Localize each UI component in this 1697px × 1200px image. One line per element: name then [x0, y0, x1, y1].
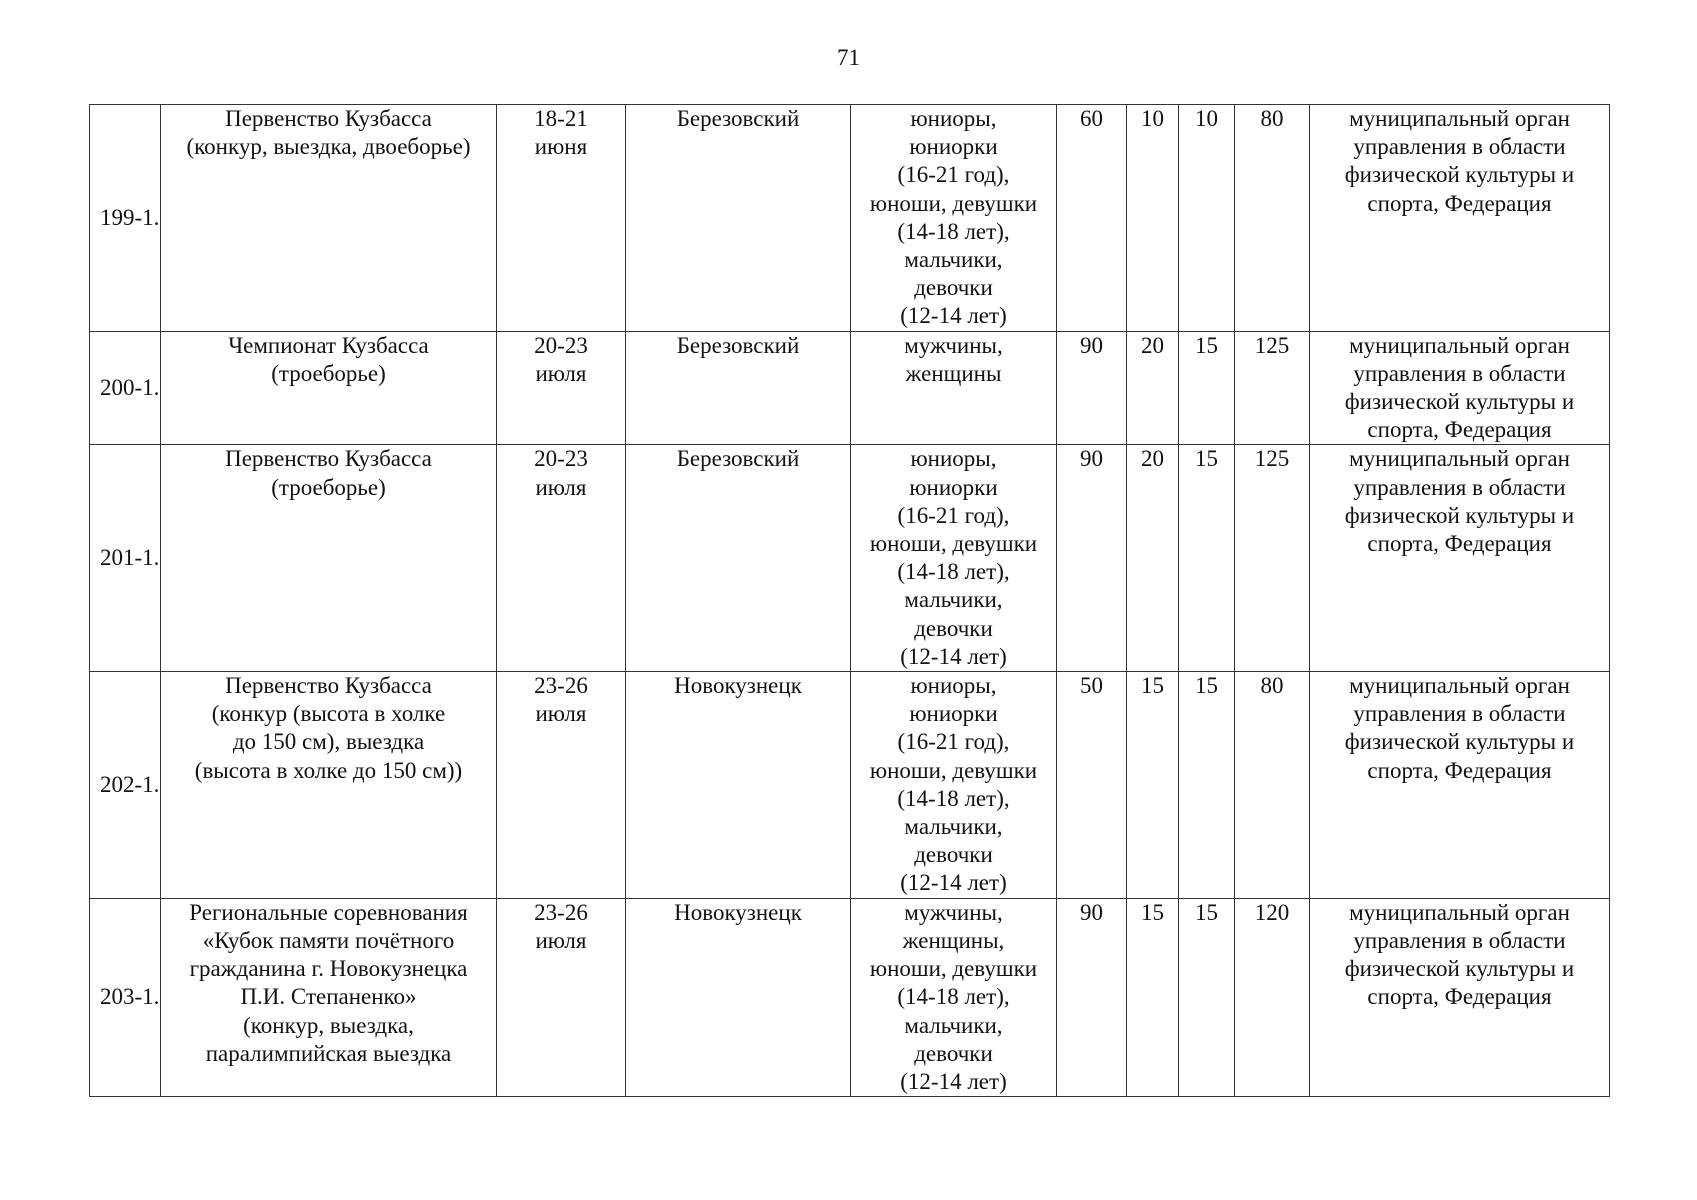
participants-line: (14-18 лет),	[897, 218, 1010, 244]
participants-line: девочки	[914, 275, 993, 301]
event-name-line: Первенство Кузбасса	[225, 673, 432, 699]
participants-line: (12-14 лет)	[900, 870, 1007, 896]
count-2-cell: 20	[1127, 331, 1179, 445]
organizer-line: спорта, Федерация	[1367, 531, 1552, 557]
participants-line: женщины,	[902, 927, 1005, 953]
event-name-line: Первенство Кузбасса	[225, 106, 432, 131]
participants-cell	[851, 445, 1057, 672]
event-name-line: паралимпийская выездка	[205, 1040, 452, 1066]
events-table	[89, 104, 1610, 1097]
event-dates-line: июля	[535, 927, 587, 953]
count-2-cell: 15	[1127, 898, 1179, 1096]
row-number-cell: 203-1.	[90, 898, 161, 1096]
participants-line: девочки	[914, 1040, 993, 1066]
event-name-line: (троеборье)	[271, 360, 386, 386]
event-place-cell: Березовский	[626, 445, 851, 672]
event-dates-cell	[497, 898, 626, 1096]
event-name-cell	[161, 105, 497, 332]
count-1-cell: 60	[1057, 105, 1127, 332]
count-3-cell: 15	[1179, 331, 1235, 445]
organizer-line: муниципальный орган	[1349, 446, 1570, 472]
total-count-cell: 125	[1235, 331, 1310, 445]
count-1-cell: 90	[1057, 898, 1127, 1096]
total-count-cell: 120	[1235, 898, 1310, 1096]
event-name-line: (конкур (высота в холке	[211, 701, 446, 727]
participants-line: (14-18 лет),	[897, 785, 1010, 811]
event-name-cell	[161, 445, 497, 672]
event-dates-cell	[497, 331, 626, 445]
count-2-cell: 10	[1127, 105, 1179, 332]
event-name-cell	[161, 331, 497, 445]
event-dates-line: 20-23	[534, 332, 588, 358]
count-3-cell: 15	[1179, 445, 1235, 672]
total-count-cell: 80	[1235, 672, 1310, 899]
table-row	[90, 672, 1610, 899]
event-name-line: Чемпионат Кузбасса	[228, 332, 429, 358]
organizer-line: физической культуры и	[1344, 956, 1575, 982]
event-place-cell: Березовский	[626, 105, 851, 332]
event-name-line: гражданина г. Новокузнецка	[189, 956, 468, 982]
count-2-cell: 15	[1127, 672, 1179, 899]
participants-line: (16-21 год),	[897, 502, 1010, 528]
organizer-line: управления в области	[1353, 474, 1566, 500]
page-number: 71	[837, 45, 860, 70]
participants-line: (16-21 год),	[897, 162, 1010, 188]
event-name-line: до 150 см), выездка	[232, 729, 425, 755]
count-3-cell: 15	[1179, 672, 1235, 899]
event-name-line: (высота в холке до 150 см))	[194, 757, 463, 783]
organizer-line: спорта, Федерация	[1367, 757, 1552, 783]
participants-line: юниорки	[909, 701, 998, 727]
participants-line: мальчики,	[904, 587, 1003, 613]
total-count-cell: 125	[1235, 445, 1310, 672]
organizer-line: муниципальный орган	[1349, 106, 1570, 131]
organizer-line: спорта, Федерация	[1367, 417, 1552, 443]
event-place-cell: Березовский	[626, 331, 851, 445]
organizer-line: спорта, Федерация	[1367, 190, 1552, 216]
organizer-line: физической культуры и	[1344, 502, 1575, 528]
event-dates-line: 23-26	[534, 673, 588, 699]
row-number-cell: 199-1.	[90, 105, 161, 332]
participants-line: юноши, девушки	[869, 190, 1038, 216]
participants-line: (12-14 лет)	[900, 303, 1007, 329]
organizer-cell	[1310, 898, 1610, 1096]
participants-line: юноши, девушки	[869, 956, 1038, 982]
event-name-cell	[161, 672, 497, 899]
participants-line: мальчики,	[904, 1012, 1003, 1038]
event-dates-line: июля	[535, 701, 587, 727]
organizer-line: муниципальный орган	[1349, 899, 1570, 925]
table-row	[90, 898, 1610, 1096]
count-1-cell: 50	[1057, 672, 1127, 899]
participants-line: девочки	[914, 615, 993, 641]
organizer-cell	[1310, 672, 1610, 899]
organizer-line: управления в области	[1353, 927, 1566, 953]
participants-cell	[851, 331, 1057, 445]
event-name-line: (троеборье)	[271, 474, 386, 500]
total-count-cell: 80	[1235, 105, 1310, 332]
row-number-cell: 201-1.	[90, 445, 161, 672]
event-name-cell	[161, 898, 497, 1096]
event-dates-line: июля	[535, 360, 587, 386]
event-dates-line: июня	[534, 134, 588, 160]
organizer-line: физической культуры и	[1344, 729, 1575, 755]
participants-line: мужчины,	[904, 332, 1003, 358]
organizer-cell	[1310, 105, 1610, 332]
organizer-line: спорта, Федерация	[1367, 984, 1552, 1010]
organizer-cell	[1310, 445, 1610, 672]
event-name-line: П.И. Степаненко»	[240, 984, 417, 1010]
count-3-cell: 15	[1179, 898, 1235, 1096]
event-name-line: «Кубок памяти почётного	[202, 927, 455, 953]
participants-line: юноши, девушки	[869, 531, 1038, 557]
count-1-cell: 90	[1057, 445, 1127, 672]
organizer-line: муниципальный орган	[1349, 673, 1570, 699]
organizer-line: физической культуры и	[1344, 389, 1575, 415]
table-row	[90, 445, 1610, 672]
event-dates-line: 20-23	[534, 446, 588, 472]
event-dates-line: 18-21	[534, 106, 588, 131]
participants-line: юниорки	[909, 134, 998, 160]
participants-line: юниоры,	[910, 673, 997, 699]
participants-line: мальчики,	[904, 247, 1003, 273]
organizer-line: управления в области	[1353, 360, 1566, 386]
event-name-line: (конкур, выездка, двоеборье)	[186, 134, 471, 160]
participants-line: юноши, девушки	[869, 757, 1038, 783]
participants-line: (16-21 год),	[897, 729, 1010, 755]
participants-line: (14-18 лет),	[897, 559, 1010, 585]
row-number-cell: 200-1.	[90, 331, 161, 445]
participants-line: юниорки	[909, 474, 998, 500]
organizer-line: физической культуры и	[1344, 162, 1575, 188]
count-3-cell: 10	[1179, 105, 1235, 332]
participants-cell	[851, 898, 1057, 1096]
participants-line: мужчины,	[904, 899, 1003, 925]
event-place-cell: Новокузнецк	[626, 672, 851, 899]
participants-line: мальчики,	[904, 814, 1003, 840]
count-2-cell: 20	[1127, 445, 1179, 672]
event-name-line: Первенство Кузбасса	[225, 446, 432, 472]
table-row	[90, 331, 1610, 445]
participants-line: женщины	[905, 360, 1002, 386]
participants-line: юниоры,	[910, 446, 997, 472]
count-1-cell: 90	[1057, 331, 1127, 445]
organizer-cell	[1310, 331, 1610, 445]
participants-line: девочки	[914, 842, 993, 868]
event-name-line: (конкур, выездка,	[243, 1012, 414, 1038]
organizer-line: муниципальный орган	[1349, 332, 1570, 358]
participants-line: (12-14 лет)	[900, 643, 1007, 669]
participants-line: (14-18 лет),	[897, 984, 1010, 1010]
organizer-line: управления в области	[1353, 134, 1566, 160]
participants-cell	[851, 672, 1057, 899]
event-dates-line: июля	[535, 474, 587, 500]
participants-cell	[851, 105, 1057, 332]
row-number-cell: 202-1.	[90, 672, 161, 899]
participants-line: (12-14 лет)	[900, 1068, 1007, 1094]
table-body	[90, 105, 1610, 1097]
event-dates-cell	[497, 105, 626, 332]
participants-line: юниоры,	[910, 106, 997, 131]
event-place-cell: Новокузнецк	[626, 898, 851, 1096]
event-name-line: Региональные соревнования	[189, 899, 468, 925]
event-dates-line: 23-26	[534, 899, 588, 925]
table-row	[90, 105, 1610, 332]
organizer-line: управления в области	[1353, 701, 1566, 727]
event-dates-cell	[497, 445, 626, 672]
event-dates-cell	[497, 672, 626, 899]
